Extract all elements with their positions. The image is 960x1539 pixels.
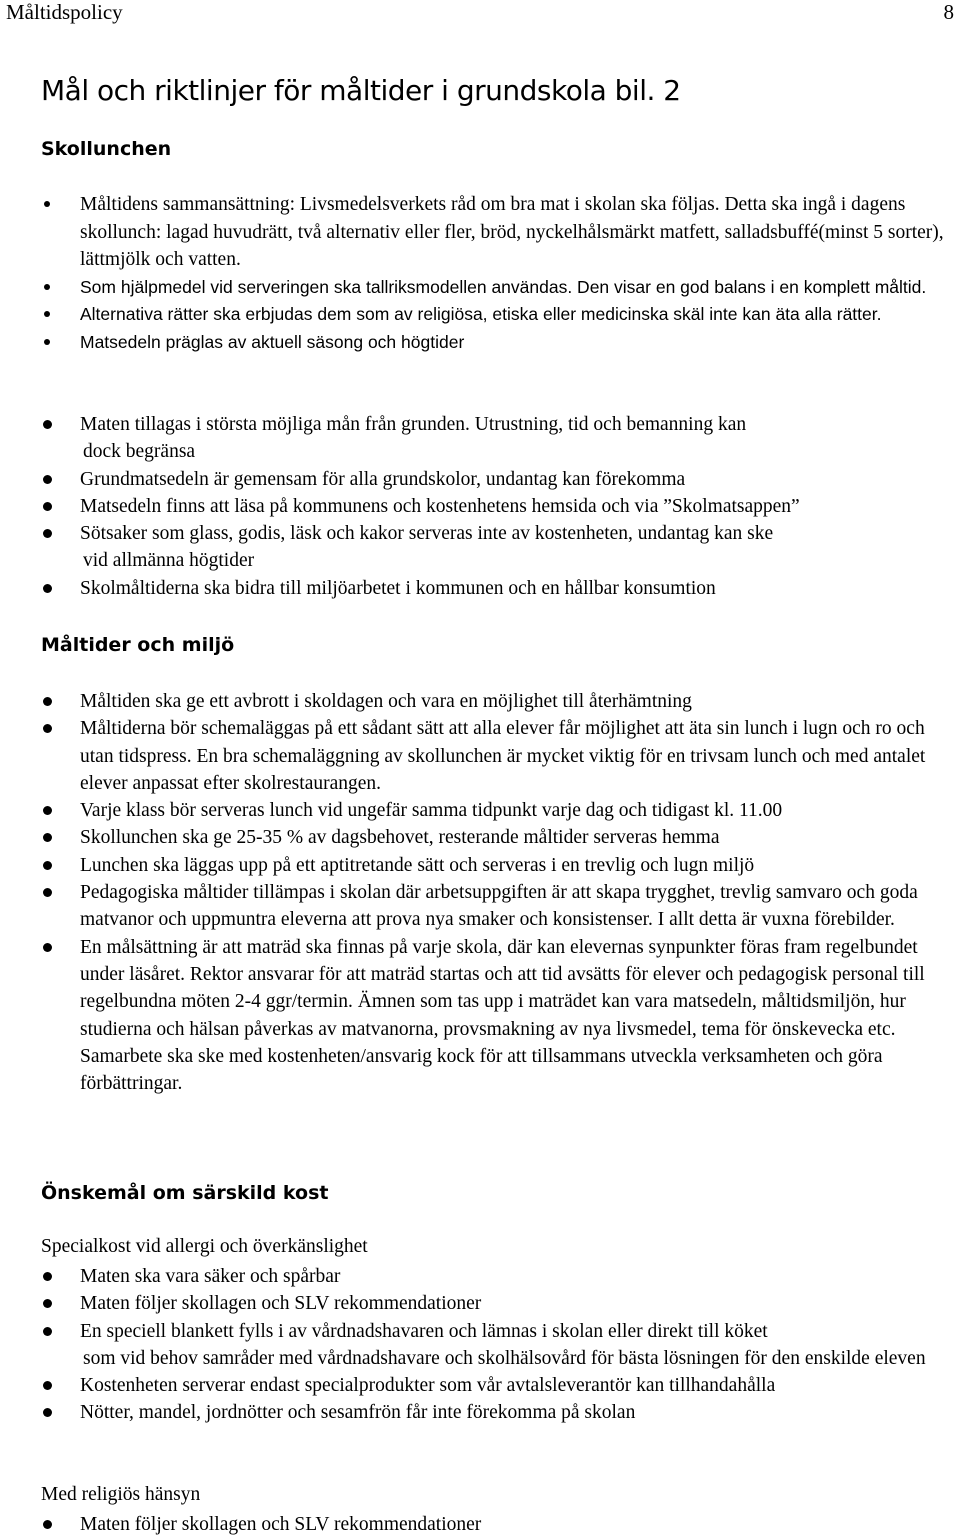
list-item: Alternativa rätter ska erbjudas dem som av religiösa, etiska eller medicinska skäl inte kan äta alla rätter. (0, 301, 960, 329)
bullet-icon (44, 284, 50, 290)
bullet-icon (43, 943, 52, 952)
page-header (6, 0, 954, 28)
list-item: Maten ska vara säker och spårbar (0, 1263, 960, 1290)
list-item: Grundmatsedeln är gemensam för alla grundskolor, undantag kan förekomma (0, 466, 960, 493)
list-item: Lunchen ska läggas upp på ett aptitretande sätt och serveras i en trevlig och lugn miljö (0, 852, 960, 879)
section-heading-onskemal: Önskemål om särskild kost (41, 1182, 329, 1204)
list-item: Varje klass bör serveras lunch vid ungefär samma tidpunkt varje dag och tidigast kl. 11.00 (0, 797, 960, 824)
specialkost-list (0, 1263, 960, 1427)
bullet-icon (43, 1381, 52, 1390)
bullet-icon (43, 1327, 52, 1336)
page-number: 8 (943, 0, 954, 24)
bullet-icon (43, 861, 52, 870)
bullet-icon (43, 888, 52, 897)
list-item: Som hjälpmedel vid serveringen ska tallriksmodellen användas. Den visar en god balans i en komplett måltid. (0, 274, 960, 302)
list-item: Måltiderna bör schemaläggas på ett sådant sätt att alla elever får möjlighet att äta sin lunch i lugn och ro och utan tidspress. En bra schemaläggning av skollunchen är mycket viktig för en trivsam lunch och med antalet elever anpassat efter skolrestaurangen. (0, 715, 960, 797)
list-item: En målsättning är att maträd ska finnas på varje skola, där kan elevernas synpunkter föras fram regelbundet under läsåret. Rektor ansvarar för att maträd startas och att tid avsätts för elever och pedagogisk personal till regelbundna möten 2-4 ggr/termin. Ämnen som tas upp i maträdet kan vara matsedeln, måltidsmiljön, hur studierna och hälsan påverkas av matvanorna, provsmakning av nya livsmedel, tema för önskevecka etc. Samarbete ska ske med kostenheten/ansvarig kock för att tillsammans utveckla verksamheten och göra förbättringar. (0, 934, 960, 1098)
bullet-icon (43, 806, 52, 815)
bullet-icon (43, 833, 52, 842)
list-item: Sötsaker som glass, godis, läsk och kakor serveras inte av kostenheten, undantag kan ske vid allmänna högtider (0, 520, 960, 575)
list-item: Kostenheten serverar endast specialprodukter som vår avtalsleverantör kan tillhandahålla (0, 1372, 960, 1399)
bullet-icon (43, 724, 52, 733)
section-heading-skollunchen: Skollunchen (41, 138, 172, 160)
list-item: Måltiden ska ge ett avbrott i skoldagen och vara en möjlighet till återhämtning (0, 688, 960, 715)
bullet-icon (44, 339, 50, 345)
subheading-religios-hansyn: Med religiös hänsyn (41, 1484, 201, 1505)
list-item: Matsedeln finns att läsa på kommunens och kostenhetens hemsida och via ”Skolmatsappen” (0, 493, 960, 520)
list-item: Måltidens sammansättning: Livsmedelsverkets råd om bra mat i skolan ska följas. Detta ska ingå i dagens skollunch: lagad huvudrätt, två alternativ eller fler, bröd, nyckelhålsmärkt matfett, salladsbuffé(minst 5 sorter), lättmjölk och vatten. (0, 191, 960, 274)
maltider-list (0, 688, 960, 1097)
list-item: Nötter, mandel, jordnötter och sesamfrön får inte förekomma på skolan (0, 1399, 960, 1426)
bullet-icon (43, 502, 52, 511)
bullet-icon (43, 475, 52, 484)
bullet-icon (43, 1299, 52, 1308)
list-item: Pedagogiska måltider tillämpas i skolan där arbetsuppgiften är att skapa trygghet, trevlig samvaro och goda matvanor och uppmuntra eleverna att prova nya smaker och konsistenser. I allt detta är vuxna förebilder. (0, 879, 960, 934)
bullet-icon (43, 1408, 52, 1417)
religios-list (0, 1511, 960, 1538)
bullet-icon (43, 697, 52, 706)
list-item: Maten tillagas i största möjliga mån från grunden. Utrustning, tid och bemanning kan dock begränsa (0, 411, 960, 466)
section-heading-maltider-och-miljo: Måltider och miljö (41, 634, 235, 656)
bullet-icon (43, 529, 52, 538)
bullet-icon (43, 1520, 52, 1529)
bullet-icon (43, 420, 52, 429)
bullet-icon (44, 311, 50, 317)
skollunchen-list-a (0, 191, 960, 356)
list-item: Skollunchen ska ge 25-35 % av dagsbehovet, resterande måltider serveras hemma (0, 824, 960, 851)
page-title: Mål och riktlinjer för måltider i grundskola bil. 2 (41, 74, 681, 107)
list-item: Matsedeln präglas av aktuell säsong och högtider (0, 329, 960, 357)
subheading-specialkost: Specialkost vid allergi och överkänslighet (41, 1236, 368, 1257)
bullet-icon (43, 584, 52, 593)
list-item: Maten följer skollagen och SLV rekommendationer (0, 1290, 960, 1317)
bullet-icon (44, 201, 50, 207)
bullet-icon (43, 1272, 52, 1281)
list-item: Skolmåltiderna ska bidra till miljöarbetet i kommunen och en hållbar konsumtion (0, 575, 960, 602)
list-item: Maten följer skollagen och SLV rekommendationer (0, 1511, 960, 1538)
document-title: Måltidspolicy (6, 0, 123, 24)
skollunchen-list-b (0, 411, 960, 602)
list-item: En speciell blankett fylls i av vårdnadshavaren och lämnas i skolan eller direkt till köket som vid behov samråder med vårdnadshavare och skolhälsovård för bästa lösningen för den enskilde eleven (0, 1318, 960, 1373)
